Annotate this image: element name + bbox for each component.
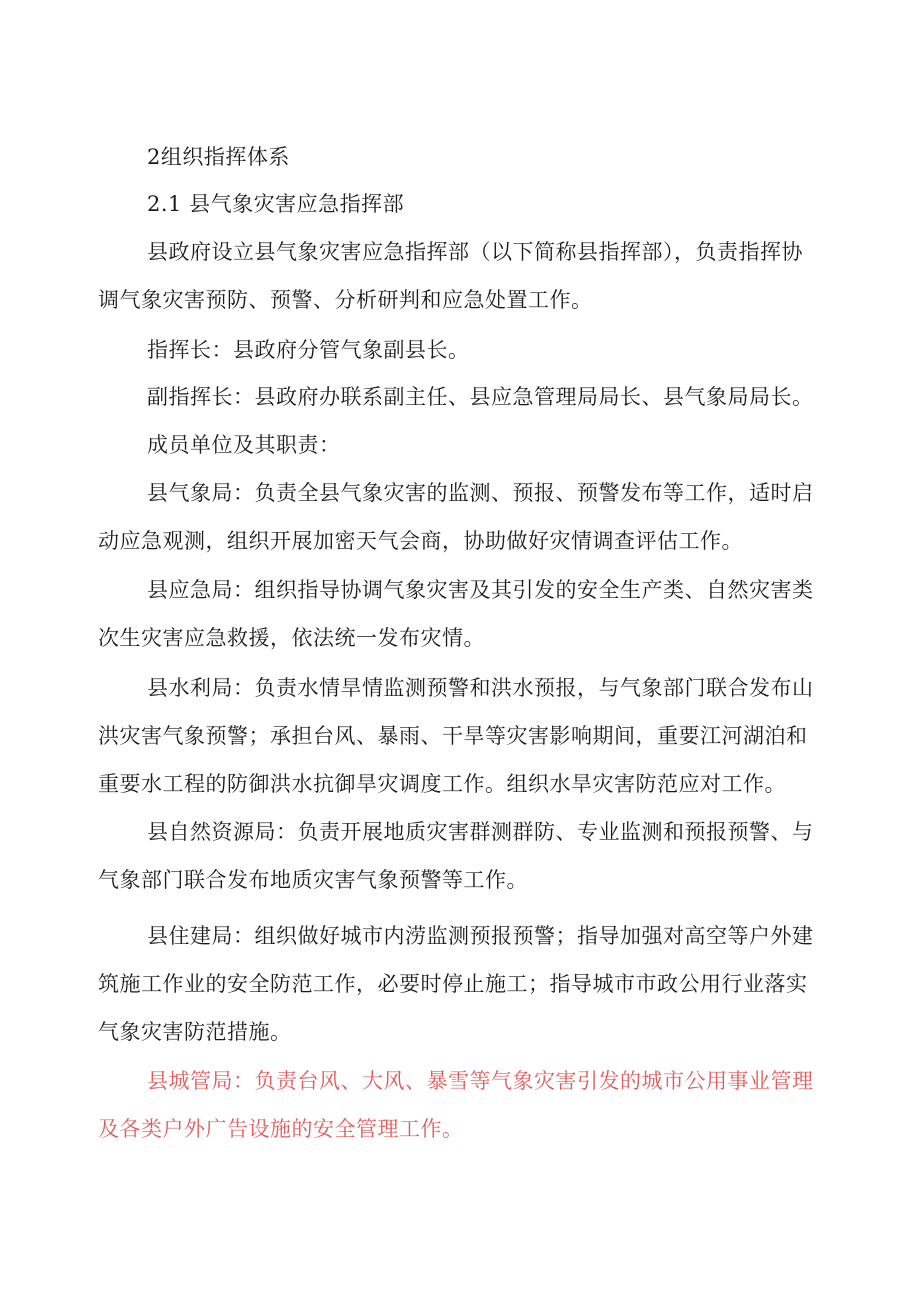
deputy-commander-paragraph: 副指挥长：县政府办联系副主任、县应急管理局局长、县气象局局长。	[147, 385, 814, 409]
members-heading: 成员单位及其职责：	[147, 433, 341, 457]
natural-resources-bureau-line-1: 县自然资源局：负责开展地质灾害群测群防、专业监测和预报预警、与	[147, 820, 814, 844]
subsection-heading: 2.1 县气象灾害应急指挥部	[147, 192, 405, 216]
water-bureau-line-3: 重要水工程的防御洪水抗御旱灾调度工作。组织水旱灾害防范应对工作。	[98, 772, 786, 796]
urban-management-bureau-line-2: 及各类户外广告设施的安全管理工作。	[98, 1117, 464, 1141]
commander-paragraph: 指挥长：县政府分管气象副县长。	[147, 338, 470, 362]
housing-bureau-line-2: 筑施工作业的安全防范工作，必要时停止施工；指导城市市政公用行业落实	[98, 972, 808, 996]
intro-paragraph-line-1: 县政府设立县气象灾害应急指挥部（以下简称县指挥部），负责指挥协	[147, 240, 803, 264]
meteorology-bureau-line-2: 动应急观测，组织开展加密天气会商，协助做好灾情调查评估工作。	[98, 529, 743, 553]
water-bureau-line-1: 县水利局：负责水情旱情监测预警和洪水预报，与气象部门联合发布山	[147, 676, 814, 700]
housing-bureau-line-3: 气象灾害防范措施。	[98, 1020, 292, 1044]
urban-management-bureau-line-1: 县城管局：负责台风、大风、暴雪等气象灾害引发的城市公用事业管理	[147, 1069, 814, 1093]
water-bureau-line-2: 洪灾害气象预警；承担台风、暴雨、干旱等灾害影响期间，重要江河湖泊和	[98, 724, 808, 748]
natural-resources-bureau-line-2: 气象部门联合发布地质灾害气象预警等工作。	[98, 868, 528, 892]
section-heading: 2组织指挥体系	[147, 145, 290, 169]
intro-paragraph-line-2: 调气象灾害预防、预警、分析研判和应急处置工作。	[98, 288, 593, 312]
emergency-bureau-line-2: 次生灾害应急救援，依法统一发布灾情。	[98, 626, 485, 650]
emergency-bureau-line-1: 县应急局：组织指导协调气象灾害及其引发的安全生产类、自然灾害类	[147, 578, 814, 602]
housing-bureau-line-1: 县住建局：组织做好城市内涝监测预报预警；指导加强对高空等户外建	[147, 924, 814, 948]
meteorology-bureau-line-1: 县气象局：负责全县气象灾害的监测、预报、预警发布等工作，适时启	[147, 481, 814, 505]
